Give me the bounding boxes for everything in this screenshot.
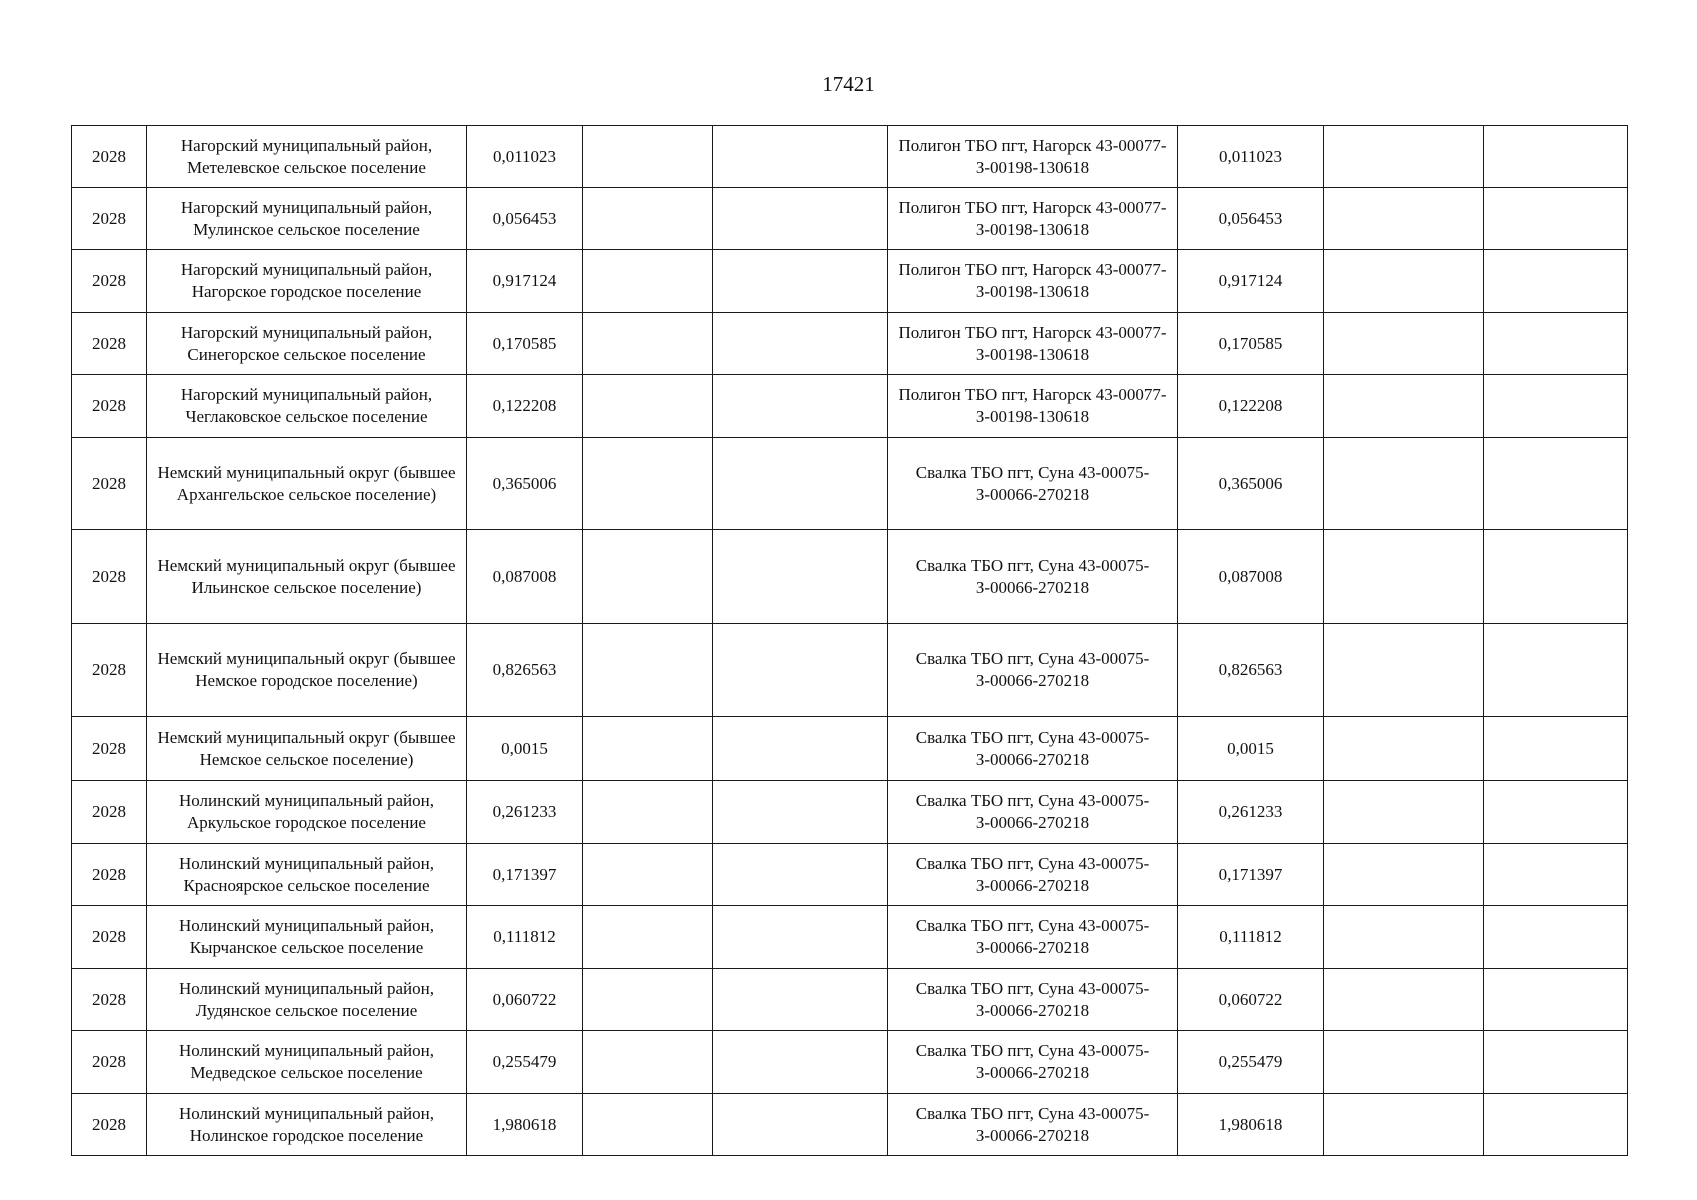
page-number: 17421 — [822, 72, 875, 96]
empty-cell — [1324, 530, 1484, 624]
facility-cell: Свалка ТБО пгт, Суна 43-00075-З-00066-270218 — [888, 906, 1178, 969]
territory-cell: Нагорский муниципальный район, Синегорское сельское поселение — [147, 313, 467, 375]
amount-cell: 0,365006 — [467, 438, 583, 530]
territory-cell: Нагорский муниципальный район, Чеглаковское сельское поселение — [147, 375, 467, 438]
amount-cell: 0,0015 — [467, 717, 583, 781]
amount-cell: 0,170585 — [467, 313, 583, 375]
facility-cell: Свалка ТБО пгт, Суна 43-00075-З-00066-270218 — [888, 438, 1178, 530]
empty-cell — [1324, 250, 1484, 313]
empty-cell — [1324, 375, 1484, 438]
territory-cell: Нагорский муниципальный район, Мулинское сельское поселение — [147, 188, 467, 250]
amount-accepted-cell: 0,261233 — [1178, 781, 1324, 844]
table-row — [72, 906, 1628, 969]
amount-cell: 0,826563 — [467, 624, 583, 717]
year-cell: 2028 — [72, 1031, 147, 1094]
table-row — [72, 530, 1628, 624]
territory-cell: Немский муниципальный округ (бывшее Архангельское сельское поселение) — [147, 438, 467, 530]
table-row — [72, 624, 1628, 717]
amount-accepted-cell: 0,122208 — [1178, 375, 1324, 438]
empty-cell — [1324, 717, 1484, 781]
empty-cell — [1324, 188, 1484, 250]
empty-cell — [1484, 250, 1628, 313]
table-body — [72, 126, 1628, 1156]
empty-cell — [583, 844, 713, 906]
territory-cell: Нагорский муниципальный район, Нагорское городское поселение — [147, 250, 467, 313]
empty-cell — [583, 781, 713, 844]
year-cell: 2028 — [72, 375, 147, 438]
amount-accepted-cell: 0,171397 — [1178, 844, 1324, 906]
table-row — [72, 188, 1628, 250]
amount-accepted-cell: 0,056453 — [1178, 188, 1324, 250]
amount-accepted-cell: 0,826563 — [1178, 624, 1324, 717]
empty-cell — [713, 126, 888, 188]
amount-cell: 0,111812 — [467, 906, 583, 969]
territory-cell: Нолинский муниципальный район, Кырчанское сельское поселение — [147, 906, 467, 969]
empty-cell — [1484, 624, 1628, 717]
year-cell: 2028 — [72, 438, 147, 530]
empty-cell — [583, 188, 713, 250]
table-row — [72, 1031, 1628, 1094]
territory-cell: Нолинский муниципальный район, Лудянское сельское поселение — [147, 969, 467, 1031]
territory-cell: Немский муниципальный округ (бывшее Ильинское сельское поселение) — [147, 530, 467, 624]
facility-cell: Полигон ТБО пгт, Нагорск 43-00077-З-00198-130618 — [888, 313, 1178, 375]
table-row — [72, 717, 1628, 781]
empty-cell — [713, 1094, 888, 1156]
empty-cell — [713, 781, 888, 844]
facility-cell: Свалка ТБО пгт, Суна 43-00075-З-00066-270218 — [888, 1031, 1178, 1094]
empty-cell — [1324, 438, 1484, 530]
empty-cell — [1324, 969, 1484, 1031]
empty-cell — [1484, 126, 1628, 188]
table-row — [72, 1094, 1628, 1156]
territory-cell: Нолинский муниципальный район, Медведское сельское поселение — [147, 1031, 467, 1094]
table-row — [72, 781, 1628, 844]
empty-cell — [1484, 1031, 1628, 1094]
year-cell: 2028 — [72, 250, 147, 313]
year-cell: 2028 — [72, 906, 147, 969]
table-row — [72, 969, 1628, 1031]
table-row — [72, 438, 1628, 530]
year-cell: 2028 — [72, 624, 147, 717]
year-cell: 2028 — [72, 188, 147, 250]
waste-flow-table — [71, 125, 1628, 1156]
empty-cell — [1484, 844, 1628, 906]
empty-cell — [713, 969, 888, 1031]
empty-cell — [1324, 1094, 1484, 1156]
empty-cell — [1484, 969, 1628, 1031]
empty-cell — [1324, 624, 1484, 717]
amount-cell: 0,011023 — [467, 126, 583, 188]
facility-cell: Свалка ТБО пгт, Суна 43-00075-З-00066-270218 — [888, 624, 1178, 717]
empty-cell — [713, 313, 888, 375]
empty-cell — [583, 438, 713, 530]
empty-cell — [583, 717, 713, 781]
empty-cell — [1484, 375, 1628, 438]
empty-cell — [1484, 438, 1628, 530]
amount-cell: 0,171397 — [467, 844, 583, 906]
facility-cell: Свалка ТБО пгт, Суна 43-00075-З-00066-270218 — [888, 844, 1178, 906]
empty-cell — [1324, 126, 1484, 188]
amount-cell: 0,122208 — [467, 375, 583, 438]
amount-accepted-cell: 0,170585 — [1178, 313, 1324, 375]
empty-cell — [713, 1031, 888, 1094]
amount-cell: 1,980618 — [467, 1094, 583, 1156]
territory-cell: Нолинский муниципальный район, Красноярское сельское поселение — [147, 844, 467, 906]
empty-cell — [1484, 530, 1628, 624]
facility-cell: Свалка ТБО пгт, Суна 43-00075-З-00066-270218 — [888, 717, 1178, 781]
empty-cell — [583, 969, 713, 1031]
empty-cell — [1324, 906, 1484, 969]
empty-cell — [1484, 1094, 1628, 1156]
amount-cell: 0,917124 — [467, 250, 583, 313]
empty-cell — [583, 375, 713, 438]
empty-cell — [583, 906, 713, 969]
facility-cell: Свалка ТБО пгт, Суна 43-00075-З-00066-270218 — [888, 530, 1178, 624]
amount-accepted-cell: 0,917124 — [1178, 250, 1324, 313]
empty-cell — [713, 624, 888, 717]
amount-cell: 0,255479 — [467, 1031, 583, 1094]
table-row — [72, 375, 1628, 438]
year-cell: 2028 — [72, 781, 147, 844]
territory-cell: Нагорский муниципальный район, Метелевское сельское поселение — [147, 126, 467, 188]
empty-cell — [583, 1031, 713, 1094]
amount-accepted-cell: 0,365006 — [1178, 438, 1324, 530]
empty-cell — [1324, 844, 1484, 906]
amount-accepted-cell: 0,011023 — [1178, 126, 1324, 188]
amount-cell: 0,261233 — [467, 781, 583, 844]
empty-cell — [713, 844, 888, 906]
empty-cell — [583, 624, 713, 717]
empty-cell — [1484, 781, 1628, 844]
table-row — [72, 844, 1628, 906]
amount-cell: 0,056453 — [467, 188, 583, 250]
facility-cell: Полигон ТБО пгт, Нагорск 43-00077-З-00198-130618 — [888, 126, 1178, 188]
territory-cell: Немский муниципальный округ (бывшее Немское сельское поселение) — [147, 717, 467, 781]
empty-cell — [583, 313, 713, 375]
empty-cell — [713, 717, 888, 781]
territory-cell: Нолинский муниципальный район, Аркульское городское поселение — [147, 781, 467, 844]
empty-cell — [1324, 781, 1484, 844]
facility-cell: Полигон ТБО пгт, Нагорск 43-00077-З-00198-130618 — [888, 375, 1178, 438]
territory-cell: Немский муниципальный округ (бывшее Немское городское поселение) — [147, 624, 467, 717]
empty-cell — [713, 188, 888, 250]
table-row — [72, 313, 1628, 375]
empty-cell — [713, 375, 888, 438]
facility-cell: Полигон ТБО пгт, Нагорск 43-00077-З-00198-130618 — [888, 188, 1178, 250]
amount-accepted-cell: 0,111812 — [1178, 906, 1324, 969]
empty-cell — [713, 530, 888, 624]
empty-cell — [1324, 1031, 1484, 1094]
amount-cell: 0,087008 — [467, 530, 583, 624]
empty-cell — [1324, 313, 1484, 375]
amount-accepted-cell: 0,255479 — [1178, 1031, 1324, 1094]
amount-cell: 0,060722 — [467, 969, 583, 1031]
empty-cell — [583, 1094, 713, 1156]
empty-cell — [713, 906, 888, 969]
facility-cell: Свалка ТБО пгт, Суна 43-00075-З-00066-270218 — [888, 781, 1178, 844]
year-cell: 2028 — [72, 717, 147, 781]
year-cell: 2028 — [72, 844, 147, 906]
facility-cell: Свалка ТБО пгт, Суна 43-00075-З-00066-270218 — [888, 969, 1178, 1031]
empty-cell — [1484, 906, 1628, 969]
year-cell: 2028 — [72, 530, 147, 624]
empty-cell — [1484, 313, 1628, 375]
empty-cell — [583, 126, 713, 188]
table-row — [72, 126, 1628, 188]
empty-cell — [1484, 188, 1628, 250]
facility-cell: Свалка ТБО пгт, Суна 43-00075-З-00066-270218 — [888, 1094, 1178, 1156]
empty-cell — [713, 250, 888, 313]
year-cell: 2028 — [72, 126, 147, 188]
amount-accepted-cell: 0,087008 — [1178, 530, 1324, 624]
year-cell: 2028 — [72, 1094, 147, 1156]
amount-accepted-cell: 0,060722 — [1178, 969, 1324, 1031]
amount-accepted-cell: 1,980618 — [1178, 1094, 1324, 1156]
empty-cell — [713, 438, 888, 530]
year-cell: 2028 — [72, 969, 147, 1031]
empty-cell — [583, 530, 713, 624]
empty-cell — [1484, 717, 1628, 781]
amount-accepted-cell: 0,0015 — [1178, 717, 1324, 781]
facility-cell: Полигон ТБО пгт, Нагорск 43-00077-З-00198-130618 — [888, 250, 1178, 313]
empty-cell — [583, 250, 713, 313]
year-cell: 2028 — [72, 313, 147, 375]
territory-cell: Нолинский муниципальный район, Нолинское городское поселение — [147, 1094, 467, 1156]
table-row — [72, 250, 1628, 313]
